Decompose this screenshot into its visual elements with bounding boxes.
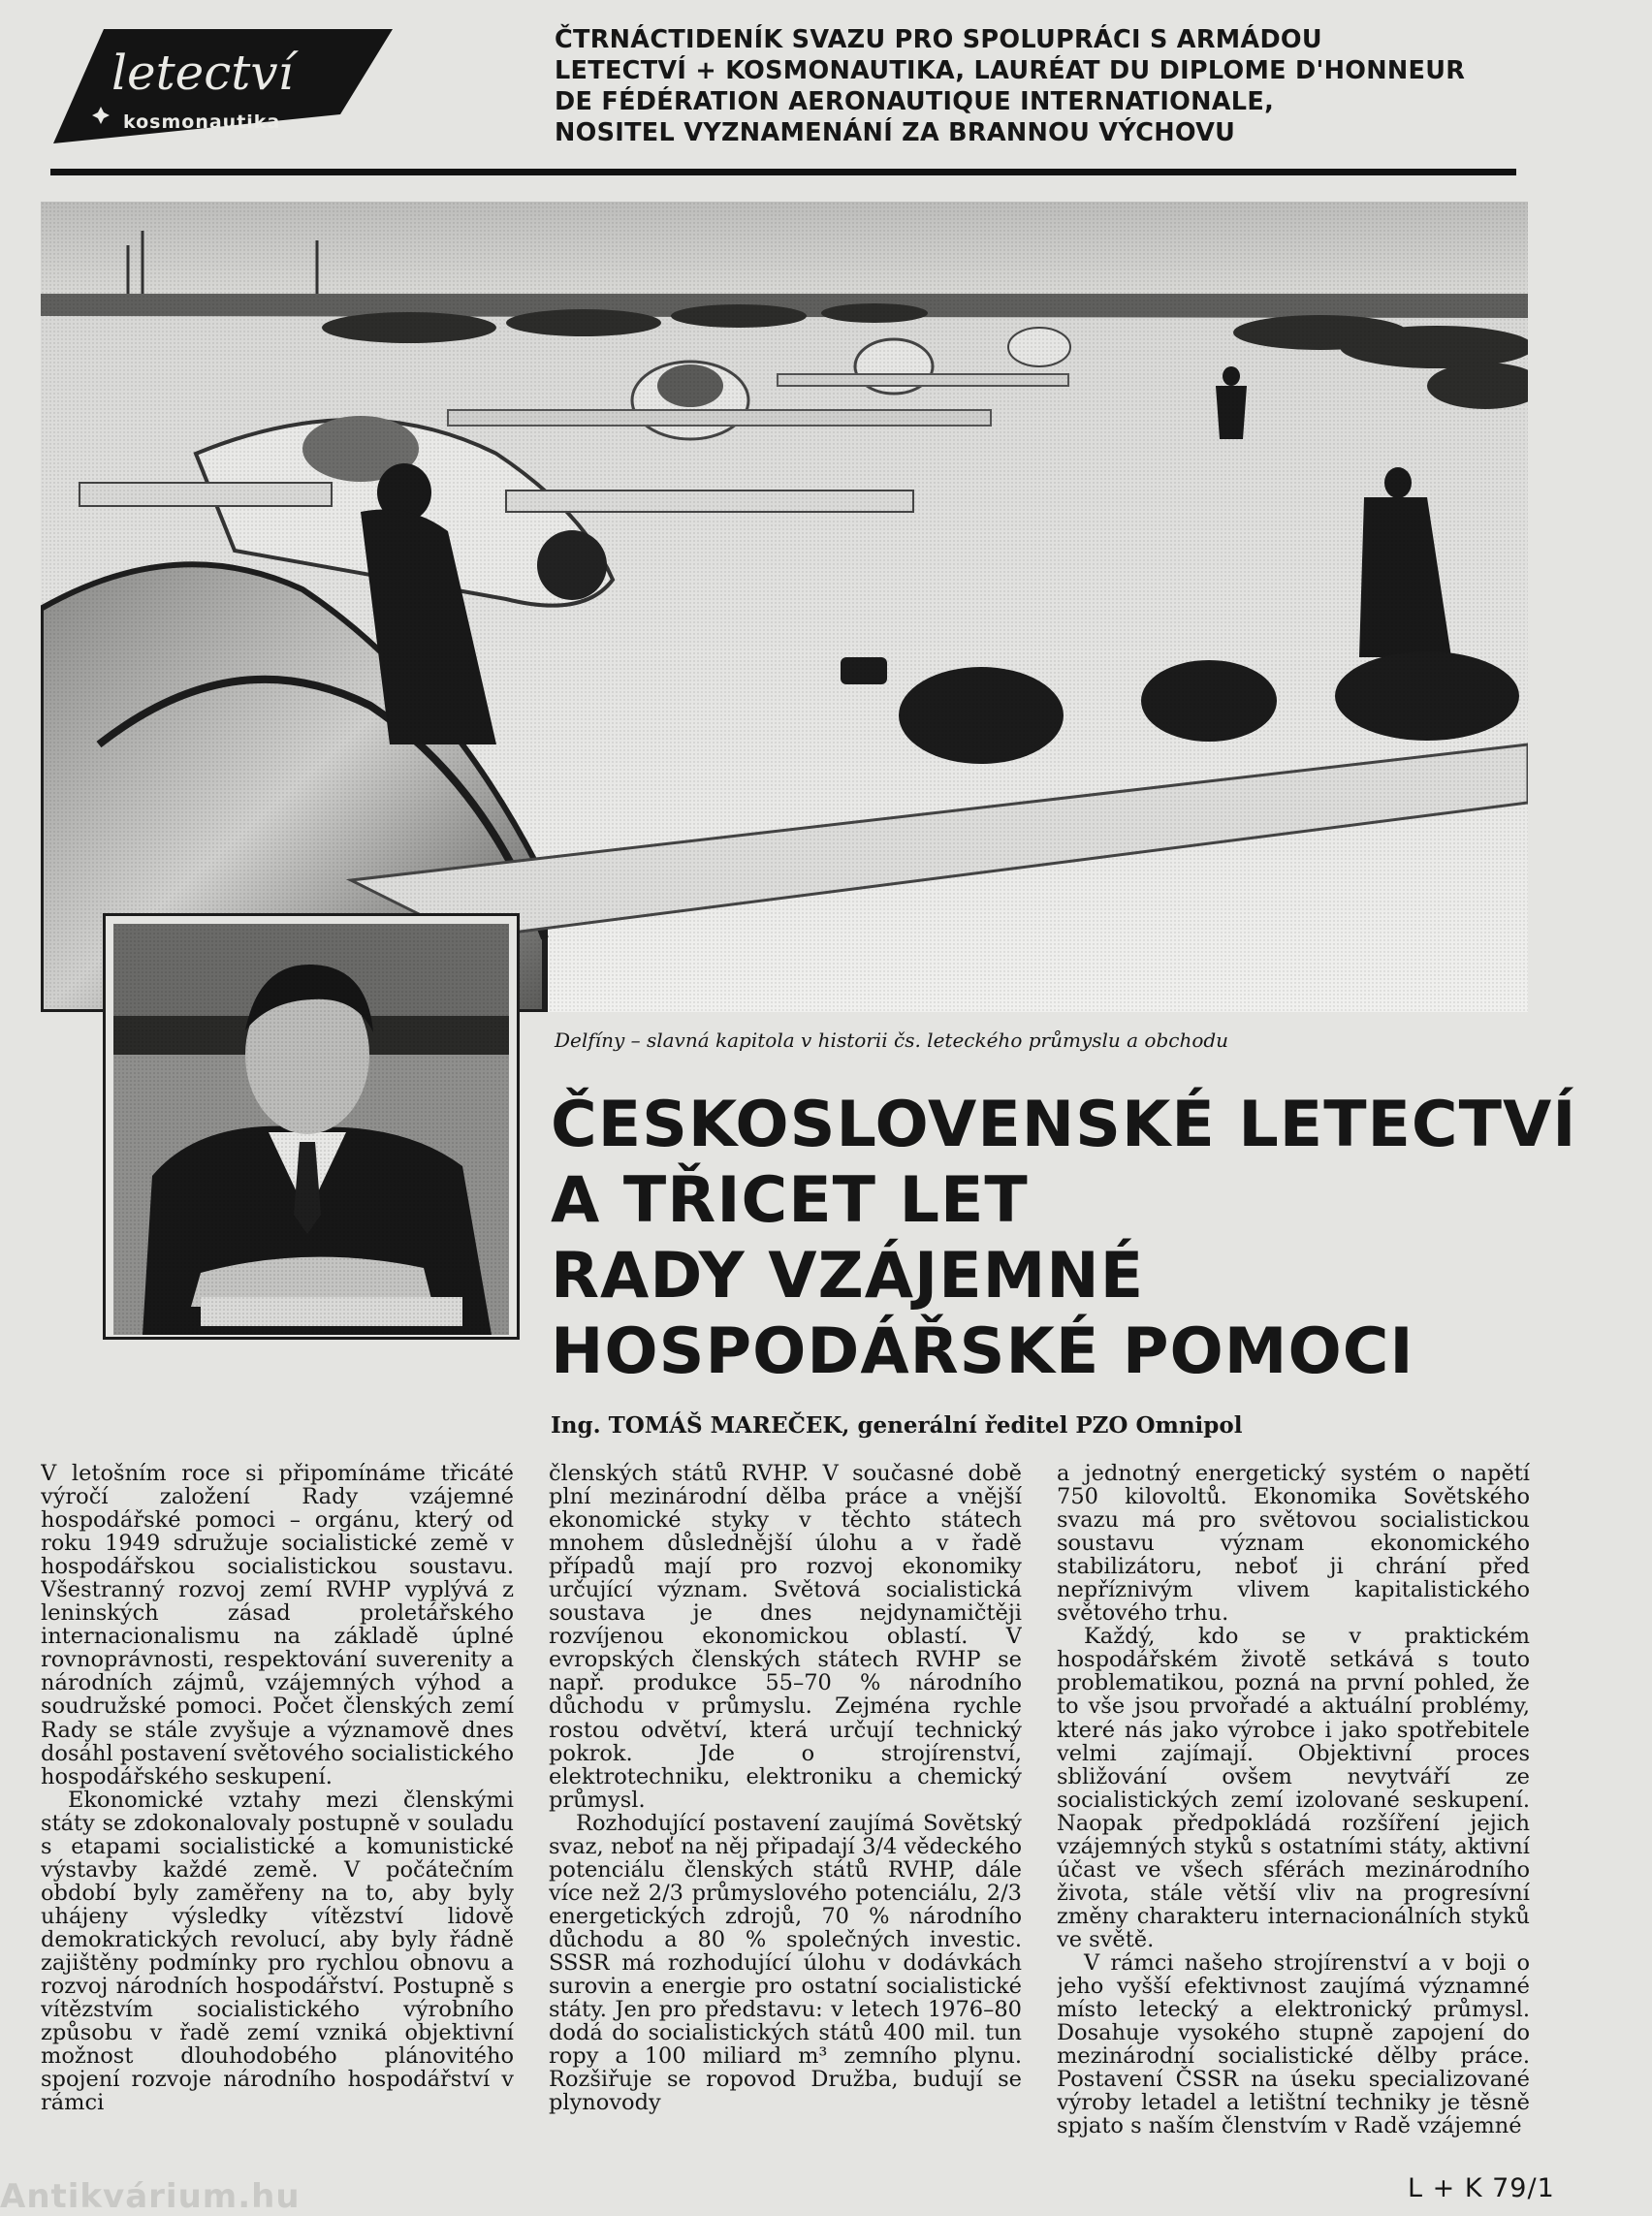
issue-code: L + K 79/1 bbox=[1408, 2173, 1555, 2203]
logo-script: letectví bbox=[111, 45, 294, 101]
main-photo-airfield bbox=[41, 202, 1528, 1012]
author-name: Ing. TOMÁŠ MAREČEK, bbox=[551, 1412, 850, 1439]
photo-caption: Delfíny – slavná kapitola v historii čs. leteckého průmyslu a obchodu bbox=[555, 1029, 1229, 1052]
byline bbox=[551, 1411, 1540, 1440]
halftone-texture bbox=[41, 202, 1528, 1012]
paragraph: a jednotný energetický systém o napětí 750 kilovoltů. Ekonomika Sovětského svazu má pro světovou socialistickou soustavu význam ekonomického stabilizátoru, neboť ji chrání před nepříznivým vlivem kapitalistického světového trhu. bbox=[1057, 1462, 1530, 1627]
article-column-2 bbox=[549, 1462, 1022, 2160]
article-column-3 bbox=[1057, 1462, 1530, 2160]
article-column-1 bbox=[41, 1462, 514, 2160]
author-role: generální ředitel PZO Omnipol bbox=[857, 1412, 1243, 1439]
logo-subtitle: kosmonautika bbox=[123, 111, 281, 133]
masthead-statement bbox=[555, 24, 1534, 148]
headline-line: A TŘICET LET bbox=[551, 1164, 1029, 1237]
paragraph: členských států RVHP. V současné době plní mezinárodní dělba práce a vnější ekonomické styky v těchto státech mnohem důslednější úlohu a v řadě případů mají pro rozvoj ekonomiky určující význam. Světová socialistická soustava je dnes nejdynamičtěji rozvíjenou ekonomickou oblastí. V evropských členských státech RVHP se např. produkce 55–70 % národního důchodu v průmyslu. Zejména rychle rostou odvětví, která určují technický pokrok. Jde o strojírenství, elektrotechniku, elektroniku a chemický průmysl. bbox=[549, 1462, 1022, 1813]
headline-line: ČESKOSLOVENSKÉ LETECTVÍ bbox=[551, 1089, 1577, 1161]
article-headline bbox=[551, 1088, 1577, 1390]
masthead-line: DE FÉDÉRATION AERONAUTIQUE INTERNATIONALE, bbox=[555, 87, 1275, 116]
paragraph: Každý, kdo se v praktickém hospodářském životě setkává s touto problematikou, pozná na první pohled, že to vše jsou prvořadé a aktuální problémy, které nás jako výrobce i jako spotřebitele velmi zajímají. Objektivní proces sbližování ovšem nevytváří ze socialistických zemí izolované seskupení. Naopak předpokládá rozšíření jejich vzájemných styků s ostatními státy, aktivní účast ve všech sférách mezinárodního života, stále větší vliv na progresívní změny charakteru internacionálních styků ve světě. bbox=[1057, 1624, 1530, 1952]
masthead-line: LETECTVÍ + KOSMONAUTIKA, LAURÉAT DU DIPLOME D'HONNEUR bbox=[555, 56, 1466, 85]
paragraph: V letošním roce si připomínáme třicáté výročí založení Rady vzájemné hospodářské pomoci – orgánu, který od roku 1949 sdružuje socialistické země v hospodářskou socialistickou soustavu. Všestranný rozvoj zemí RVHP vyplývá z leninských zásad proletářského internacionalismu na základě úplné rovnoprávnosti, respektování suverenity a národních zájmů, vzájemných výhod a soudružské pomoci. Počet členských zemí Rady se stále zvyšuje a významově dnes dosáhl postavení světového socialistického hospodářského seskupení. bbox=[41, 1462, 514, 1789]
magazine-logo bbox=[53, 29, 393, 143]
author-portrait bbox=[103, 913, 520, 1340]
paragraph: V rámci našeho strojírenství a v boji o jeho vyšší efektivnost zaujímá významné místo letecký a elektronický průmysl. Dosahuje vysokého stupně zapojení do mezinárodní socialistické dělby práce. Postavení ČSSR na úseku specializované výroby letadel a letištní techniky je těsně spjato s naším členstvím v Radě vzájemné bbox=[1057, 1949, 1530, 2139]
headline-line: RADY VZÁJEMNÉ bbox=[551, 1240, 1145, 1313]
watermark: Antikvárium.hu bbox=[0, 2177, 301, 2216]
paragraph: Rozhodující postavení zaujímá Sovětský svaz, neboť na něj připadají 3/4 vědeckého potenciálu členských států RVHP, dále více než 2/3 průmyslového potenciálu, 2/3 energetických zdrojů, 70 % národního důchodu a 80 % společných investic. SSSR má rozhodující úlohu v dodávkách surovin a energie pro ostatní socialistické státy. Jen pro představu: v letech 1976–80 dodá do socialistických států 400 mil. tun ropy a 100 miliard m³ zemního plynu. Rozšiřuje se ropovod Družba, budují se plynovody bbox=[549, 1810, 1022, 2116]
paragraph: Ekonomické vztahy mezi členskými státy se zdokonalovaly postupně v souladu s etapami socialistické a komunistické výstavby každé země. V počátečním období byly zaměřeny na to, aby byly uhájeny výsledky vítězství lidově demokratických revolucí, aby byly řádně zajištěny podmínky pro rychlou obnovu a rozvoj národních hospodářství. Postupně s vítězstvím socialistického výrobního způsobu v řadě zemí vzniká objektivní možnost dlouhodobého plánovitého spojení rozvoje národního hospodářství v rámci bbox=[41, 1787, 514, 2116]
headline-line: HOSPODÁŘSKÉ POMOCI bbox=[551, 1315, 1414, 1388]
masthead-line: NOSITEL VYZNAMENÁNÍ ZA BRANNOU VÝCHOVU bbox=[555, 118, 1236, 147]
masthead-line: ČTRNÁCTIDENÍK SVAZU PRO SPOLUPRÁCI S ARMÁDOU bbox=[555, 25, 1322, 54]
masthead-rule bbox=[50, 169, 1516, 175]
